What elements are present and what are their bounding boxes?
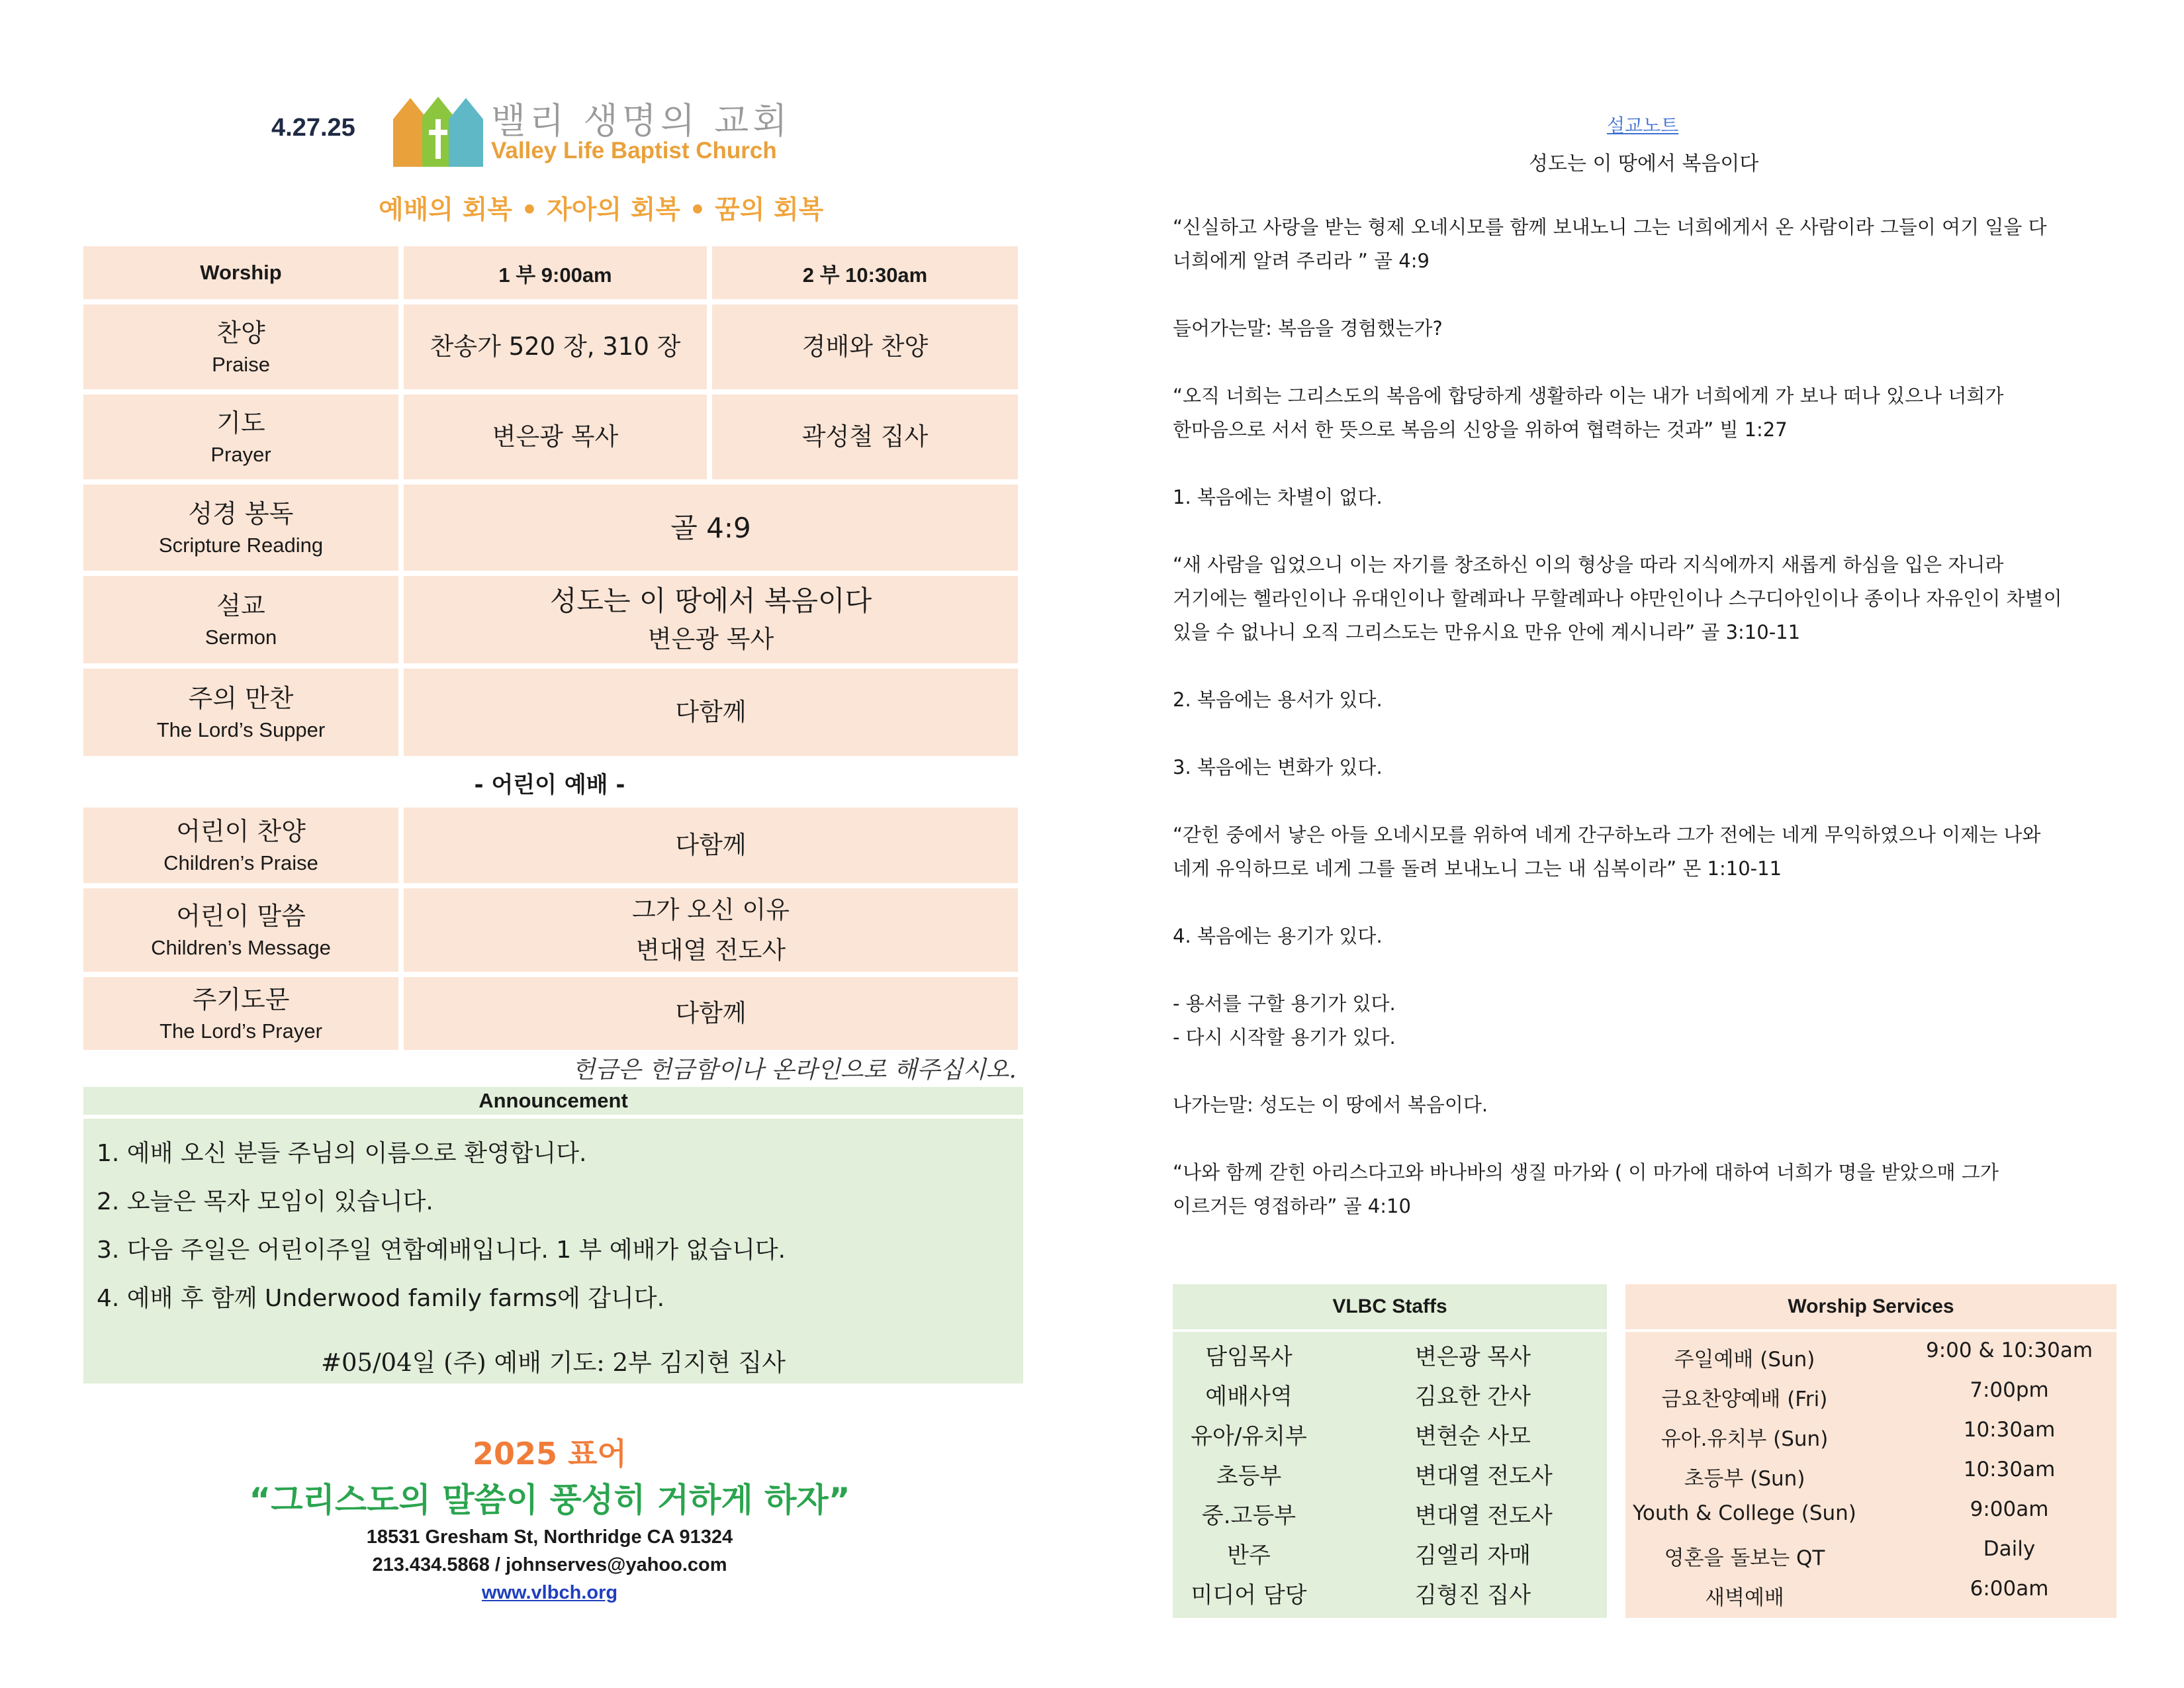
service-time: 9:00am <box>1970 1497 2049 1521</box>
staff-table <box>1173 1284 1607 1618</box>
website-link[interactable]: www.vlbch.org <box>481 1582 618 1603</box>
note-line: “오직 너희는 그리스도의 복음에 합당하게 생활하라 이는 내가 너희에게 가 보나 떠나 있으나 너희가 <box>1173 385 2004 407</box>
staff-role: 담임목사 <box>1205 1344 1293 1370</box>
note-spacer <box>1173 346 2113 379</box>
service-time: Daily <box>1983 1537 2036 1561</box>
staff-role: 중.고등부 <box>1201 1503 1297 1529</box>
services-heading: Worship Services <box>1788 1295 1954 1317</box>
staff-list <box>1173 1338 1607 1617</box>
note-line: “갇힌 중에서 낳은 아들 오네시모를 위하여 네게 간구하노라 그가 전에는 네게 무익하였으나 이제는 나와 <box>1173 823 2041 846</box>
service-name: 초등부 (Sun) <box>1684 1467 1805 1491</box>
church-motto: 예배의 회복 • 자아의 회복 • 꿈의 회복 <box>379 195 824 225</box>
staff-role: 반주 <box>1227 1542 1271 1569</box>
note-line: 2. 복음에는 용서가 있다. <box>1173 688 1383 711</box>
sermon-notes-subtitle: 성도는 이 땅에서 복음이다 <box>1529 152 1759 175</box>
lords-prayer-label-ko: 주기도문 <box>192 985 290 1015</box>
sermon-label-en: Sermon <box>205 625 277 649</box>
prayer-second-service: 곽성철 집사 <box>712 395 1018 479</box>
note-spacer <box>1173 1122 2113 1156</box>
prayer-label-en: Prayer <box>210 442 271 466</box>
sermon-notes-title: 설교노트 <box>1607 115 1679 136</box>
scripture-label <box>83 485 398 571</box>
note-spacer <box>1173 717 2113 751</box>
next-week-prayer: #05/04일 (주) 예배 기도: 2부 김지현 집사 <box>321 1348 786 1377</box>
children-message-label <box>83 888 398 972</box>
scripture-passage: 골 4:9 <box>404 485 1018 571</box>
staff-name: 변현순 사모 <box>1415 1423 1531 1450</box>
announcement-item: 4. 예배 후 함께 Underwood family farms에 갑니다. <box>97 1285 665 1312</box>
praise-second-service: 경배와 찬양 <box>712 305 1018 389</box>
children-praise-label <box>83 808 398 883</box>
staff-name: 김형진 집사 <box>1415 1582 1531 1609</box>
service-name: 영혼을 돌보는 QT <box>1664 1546 1825 1570</box>
children-message-preacher: 변대열 전도사 <box>635 936 786 964</box>
note-line: “새 사람을 입었으니 이는 자기를 창조하신 이의 형상을 따라 지식에까지 새롭게 하심을 입은 자니라 <box>1173 553 2004 576</box>
note-line: 있을 수 없나니 오직 그리스도는 만유시요 만유 안에 계시니라” 골 3:10-11 <box>1173 621 1801 643</box>
sermon-info <box>404 576 1018 663</box>
sermon-label <box>83 576 398 663</box>
supper-label-ko: 주의 만찬 <box>188 684 294 714</box>
announcement-box <box>83 1119 1023 1383</box>
lords-prayer-value: 다함께 <box>404 977 1018 1050</box>
sermon-label-ko: 설교 <box>216 591 265 621</box>
note-line: 4. 복음에는 용기가 있다. <box>1173 925 1383 947</box>
children-message-label-ko: 어린이 말씀 <box>176 902 306 931</box>
service-time: 10:30am <box>1963 1418 2056 1442</box>
first-service-header: 1 부 9:00am <box>404 246 707 299</box>
service-name: Youth & College (Sun) <box>1633 1501 1856 1525</box>
services-table <box>1625 1284 2116 1618</box>
staff-name: 변은광 목사 <box>1415 1344 1531 1370</box>
children-worship-heading: - 어린이 예배 - <box>474 772 625 798</box>
announcement-item: 2. 오늘은 목자 모임이 있습니다. <box>97 1188 433 1215</box>
praise-label-en: Praise <box>212 352 270 376</box>
supper-label <box>83 669 398 756</box>
note-line: 한마음으로 서서 한 뜻으로 복음의 신앙을 위하여 협력하는 것과” 빌 1:27 <box>1173 418 1788 441</box>
note-line: “신실하고 사랑을 받는 형제 오네시모를 함께 보내노니 그는 너희에게서 온 사람이라 그들이 여기 일을 다 <box>1173 216 2047 238</box>
note-spacer <box>1173 649 2113 683</box>
note-spacer <box>1173 953 2113 987</box>
note-line: 너희에게 알려 주리라 ” 골 4:9 <box>1173 250 1430 272</box>
service-time: 7:00pm <box>1970 1378 2049 1402</box>
staff-role: 예배사역 <box>1205 1383 1293 1410</box>
church-contact: 213.434.5868 / johnserves@yahoo.com <box>372 1554 727 1575</box>
children-message-title: 그가 오신 이유 <box>632 895 790 924</box>
sermon-title: 성도는 이 땅에서 복음이다 <box>549 584 872 617</box>
note-spacer <box>1173 278 2113 312</box>
website-row <box>82 1582 1017 1604</box>
note-line: 나가는말: 성도는 이 땅에서 복음이다. <box>1173 1094 1488 1116</box>
sermon-notes-body <box>1173 211 2113 1223</box>
church-address: 18531 Gresham St, Northridge CA 91324 <box>366 1526 733 1548</box>
children-message-info <box>404 888 1018 972</box>
note-line: “나와 함께 갇힌 아리스다고와 바나바의 생질 마가와 ( 이 마가에 대하여 너희가 명을 받았으매 그가 <box>1173 1161 1999 1184</box>
note-line: - 용서를 구할 용기가 있다. <box>1173 992 1396 1015</box>
note-spacer <box>1173 514 2113 548</box>
year-theme-title: 2025 표어 <box>473 1436 627 1472</box>
note-line: 3. 복음에는 변화가 있다. <box>1173 756 1383 778</box>
staff-role: 미디어 담당 <box>1191 1582 1307 1609</box>
children-praise-label-ko: 어린이 찬양 <box>176 817 306 847</box>
services-list <box>1625 1338 2116 1617</box>
children-praise-label-en: Children’s Praise <box>163 851 318 874</box>
note-line: 들어가는말: 복음을 경험했는가? <box>1173 317 1443 340</box>
staff-name: 김엘리 자매 <box>1415 1542 1531 1569</box>
prayer-label-ko: 기도 <box>216 408 265 438</box>
service-time: 9:00 & 10:30am <box>1925 1338 2093 1362</box>
church-name-korean: 밸리 생명의 교회 <box>491 100 792 142</box>
praise-label-ko: 찬양 <box>216 318 265 348</box>
staff-name: 변대열 전도사 <box>1415 1463 1553 1489</box>
sermon-preacher: 변은광 목사 <box>647 624 774 653</box>
staff-role: 유아/유치부 <box>1191 1423 1307 1450</box>
year-theme-verse: “그리스도의 말씀이 풍성히 거하게 하자” <box>249 1481 850 1519</box>
scripture-label-en: Scripture Reading <box>158 533 324 557</box>
worship-header: Worship <box>83 246 398 299</box>
praise-label <box>83 305 398 389</box>
announcement-item: 3. 다음 주일은 어린이주일 연합예배입니다. 1 부 예배가 없습니다. <box>97 1237 786 1264</box>
note-line: 1. 복음에는 차별이 없다. <box>1173 486 1383 508</box>
second-service-header: 2 부 10:30am <box>712 246 1018 299</box>
note-line: 거기에는 헬라인이나 유대인이나 할례파나 무할례파나 야만인이나 스구디아인이나 종이나 자유인이 차별이 <box>1173 587 2062 610</box>
offering-note: 헌금은 헌금함이나 온라인으로 해주십시오. <box>572 1056 1017 1084</box>
announcement-heading: Announcement <box>83 1087 1023 1115</box>
praise-first-service: 찬송가 520 장, 310 장 <box>404 305 707 389</box>
note-spacer <box>1173 886 2113 919</box>
children-praise-value: 다함께 <box>404 808 1018 883</box>
church-name-english: Valley Life Baptist Church <box>491 138 777 164</box>
scripture-label-ko: 성경 봉독 <box>188 499 294 529</box>
supper-value: 다함께 <box>404 669 1018 756</box>
children-message-label-en: Children’s Message <box>151 935 331 959</box>
supper-label-en: The Lord’s Supper <box>156 718 326 741</box>
note-line: 네게 유익하므로 네게 그를 돌려 보내노니 그는 내 심복이라” 몬 1:10-11 <box>1173 857 1782 880</box>
service-name: 금요찬양예배 (Fri) <box>1661 1387 1828 1411</box>
staff-heading: VLBC Staffs <box>1332 1295 1447 1317</box>
service-name: 유아.유치부 (Sun) <box>1661 1427 1829 1451</box>
note-spacer <box>1173 447 2113 481</box>
staff-divider <box>1173 1329 1607 1332</box>
service-time: 6:00am <box>1970 1577 2049 1601</box>
note-line: - 다시 시작할 용기가 있다. <box>1173 1026 1396 1049</box>
bulletin-date: 4.27.25 <box>271 114 355 142</box>
service-name: 주일예배 (Sun) <box>1674 1348 1815 1372</box>
service-time: 10:30am <box>1963 1458 2056 1481</box>
church-logo <box>392 93 484 169</box>
lords-prayer-label <box>83 977 398 1050</box>
service-name: 새벽예배 <box>1705 1586 1784 1610</box>
staff-name: 김요한 간사 <box>1415 1383 1531 1410</box>
note-line: 이르거든 영접하라” 골 4:10 <box>1173 1195 1411 1217</box>
announcement-item: 1. 예배 오신 분들 주님의 이름으로 환영합니다. <box>97 1140 587 1167</box>
note-spacer <box>1173 1055 2113 1088</box>
lords-prayer-label-en: The Lord’s Prayer <box>159 1019 322 1043</box>
staff-name: 변대열 전도사 <box>1415 1503 1553 1529</box>
note-spacer <box>1173 784 2113 818</box>
prayer-label <box>83 395 398 479</box>
prayer-first-service: 변은광 목사 <box>404 395 707 479</box>
staff-role: 초등부 <box>1216 1463 1282 1489</box>
services-divider <box>1625 1329 2116 1332</box>
